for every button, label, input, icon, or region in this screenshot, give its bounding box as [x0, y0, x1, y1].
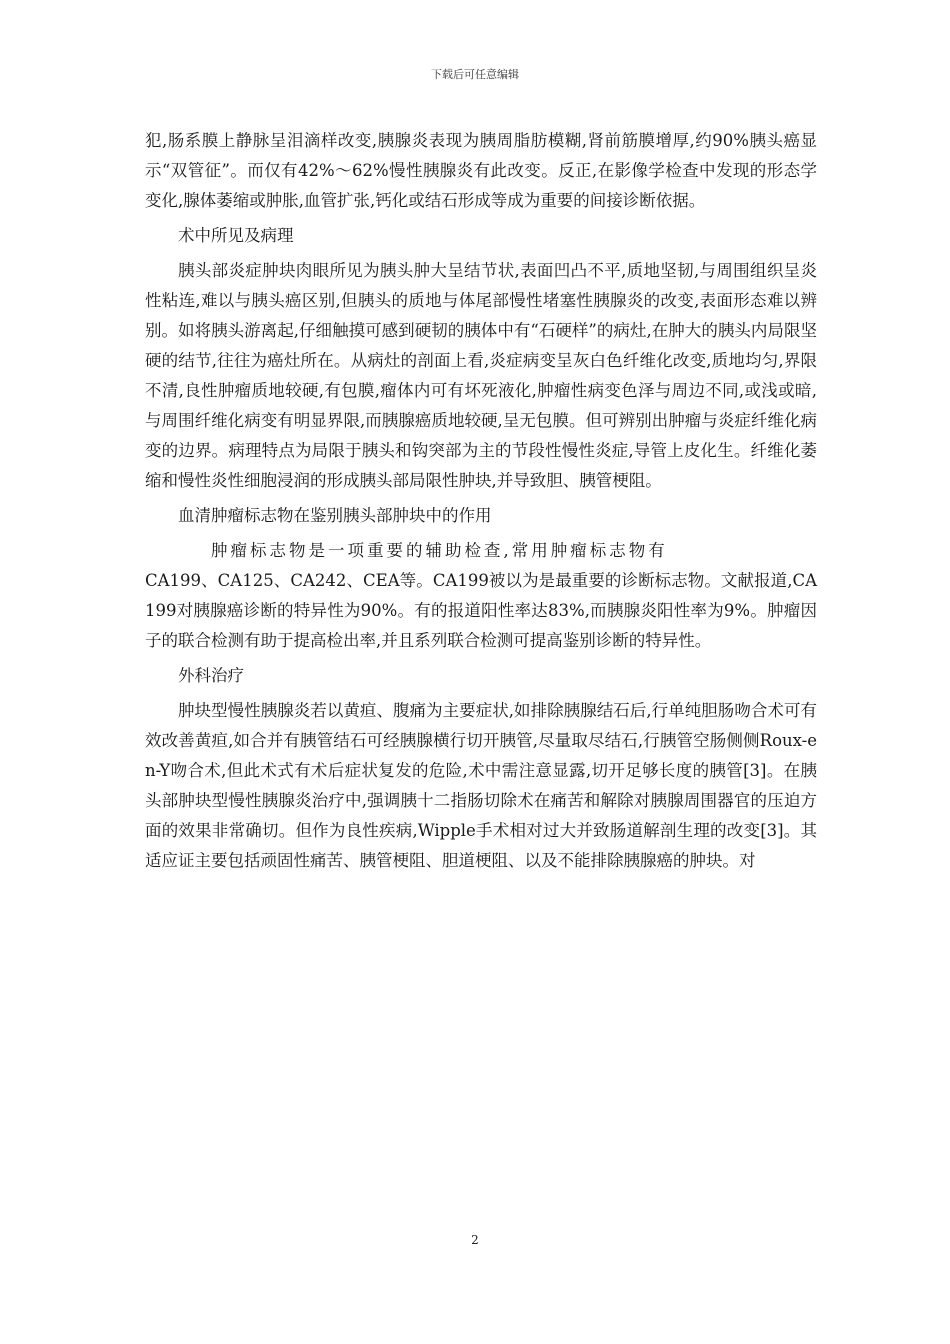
document-body	[145, 126, 817, 881]
paragraph-tumor-markers-intro: 肿瘤标志物是一项重要的辅助检查,常用肿瘤标志物有	[211, 541, 668, 560]
paragraph-surgery: 肿块型慢性胰腺炎若以黄疸、腹痛为主要症状,如排除胰腺结石后,行单纯胆肠吻合术可有效改善黄疸,如合并有胰管结石可经胰腺横行切开胰管,尽量取尽结石,行胰管空肠侧侧Roux-en-Y吻合术,但此术式有术后症状复发的危险,术中需注意显露,切开足够长度的胰管[3]。在胰头部肿块型慢性胰腺炎治疗中,强调胰十二指肠切除术在痛苦和解除对胰腺周围器官的压迫方面的效果非常确切。但作为良性疾病,Wipple手术相对过大并致肠道解剖生理的改变[3]。其适应证主要包括顽固性痛苦、胰管梗阻、胆道梗阻、以及不能排除胰腺癌的肿块。对	[145, 701, 817, 870]
section-heading-surgery: 外科治疗	[178, 666, 244, 685]
page-number: 2	[471, 1233, 479, 1247]
paragraph-imaging: 犯,肠系膜上静脉呈泪滴样改变,胰腺炎表现为胰周脂肪模糊,肾前筋膜增厚,约90%胰头癌显示“双管征”。而仅有42%～62%慢性胰腺炎有此改变。反正,在影像学检查中发现的形态学变化,腺体萎缩或肿胀,血管扩张,钙化或结石形成等成为重要的间接诊断依据。	[145, 131, 817, 210]
paragraph-tumor-markers: CA199、CA125、CA242、CEA等。CA199被以为是最重要的诊断标志物。文献报道,CA199对胰腺癌诊断的特异性为90%。有的报道阳性率达83%,而胰腺炎阳性率为9%。肿瘤因子的联合检测有助于提高检出率,并且系列联合检测可提高鉴别诊断的特异性。	[145, 571, 817, 650]
section-heading-pathology: 术中所见及病理	[178, 226, 294, 245]
section-heading-tumor-markers: 血清肿瘤标志物在鉴别胰头部肿块中的作用	[178, 506, 492, 525]
page-header: 下载后可任意编辑	[431, 68, 519, 81]
paragraph-pathology: 胰头部炎症肿块肉眼所见为胰头肿大呈结节状,表面凹凸不平,质地坚韧,与周围组织呈炎性粘连,难以与胰头癌区别,但胰头的质地与体尾部慢性堵塞性胰腺炎的改变,表面形态难以辨别。如将胰头游离起,仔细触摸可感到硬韧的胰体中有“石硬样”的病灶,在肿大的胰头内局限坚硬的结节,往往为癌灶所在。从病灶的剖面上看,炎症病变呈灰白色纤维化改变,质地均匀,界限不清,良性肿瘤质地较硬,有包膜,瘤体内可有坏死液化,肿瘤性病变色泽与周边不同,或浅或暗,与周围纤维化病变有明显界限,而胰腺癌质地较硬,呈无包膜。但可辨别出肿瘤与炎症纤维化病变的边界。病理特点为局限于胰头和钩突部为主的节段性慢性炎症,导管上皮化生。纤维化萎缩和慢性炎性细胞浸润的形成胰头部局限性肿块,并导致胆、胰管梗阻。	[145, 261, 817, 490]
